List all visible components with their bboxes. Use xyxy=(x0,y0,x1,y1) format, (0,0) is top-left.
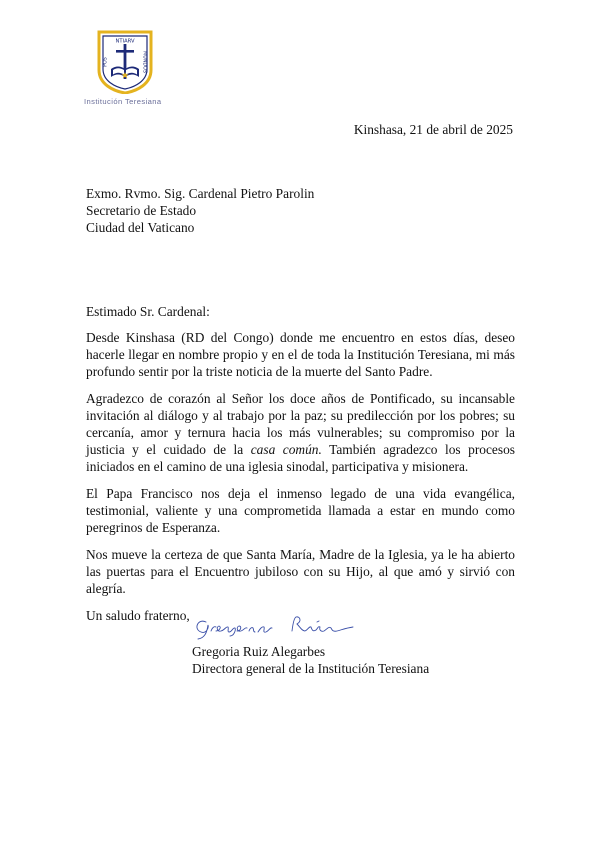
letter-body xyxy=(86,303,515,634)
recipient-location: Ciudad del Vaticano xyxy=(86,220,195,235)
paragraph-4: Nos mueve la certeza de que Santa María, Madre de la Iglesia, ya le ha abierto las puertas para el Encuentro jubiloso con su Hijo, al que amó y sirvió con alegría. xyxy=(86,547,515,596)
letterhead-logo xyxy=(84,30,170,106)
paragraph-2-italic: casa común. xyxy=(250,442,322,457)
signatory-block xyxy=(192,643,429,677)
salutation: Estimado Sr. Cardenal: xyxy=(86,304,210,319)
paragraph-2 xyxy=(86,390,515,475)
recipient-name: Exmo. Rvmo. Sig. Cardenal Pietro Parolin xyxy=(86,186,315,201)
institution-emblem-icon xyxy=(97,30,153,94)
svg-text:NTIARV: NTIARV xyxy=(115,38,135,45)
recipient-position: Secretario de Estado xyxy=(86,203,197,218)
closing: Un saludo fraterno, xyxy=(86,608,190,623)
signature-scribble-icon xyxy=(192,609,362,641)
svg-text:MUNDOS: MUNDOS xyxy=(141,51,147,73)
paragraph-2-part-2: También agradezco los procesos iniciados en el camino de una iglesia sinodal, participativa y misionera. xyxy=(86,442,515,474)
paragraph-2-part-1: Agradezco de corazón al Señor los doce años de Pontificado, su incansable invitación al diálogo y al trabajo por la paz; su predilección por los pobres; su cercanía, amor y ternura hacia los más vulnerables; su compromiso por la justicia y el cuidado de la xyxy=(86,391,515,457)
paragraph-1: Desde Kinshasa (RD del Congo) donde me encuentro en estos días, deseo hacerle llegar en nombre propio y en el de toda la Institución Teresiana, mi más profundo sentir por la triste noticia de la muerte del Santo Padre. xyxy=(86,330,515,379)
handwritten-signature xyxy=(192,609,362,646)
paragraph-3: El Papa Francisco nos deja el inmenso legado de una vida evangélica, testimonial, valiente y una comprometida llamada a estar en mundo como peregrinos de Esperanza. xyxy=(86,486,515,535)
letter-date: Kinshasa, 21 de abril de 2025 xyxy=(353,122,513,137)
recipient-address xyxy=(86,185,314,236)
institution-caption: Institución Teresiana xyxy=(84,97,162,106)
signatory-title: Directora general de la Institución Teresiana xyxy=(192,661,430,676)
svg-text:POS: POS xyxy=(103,57,109,67)
signatory-name: Gregoria Ruiz Alegarbes xyxy=(192,644,326,659)
